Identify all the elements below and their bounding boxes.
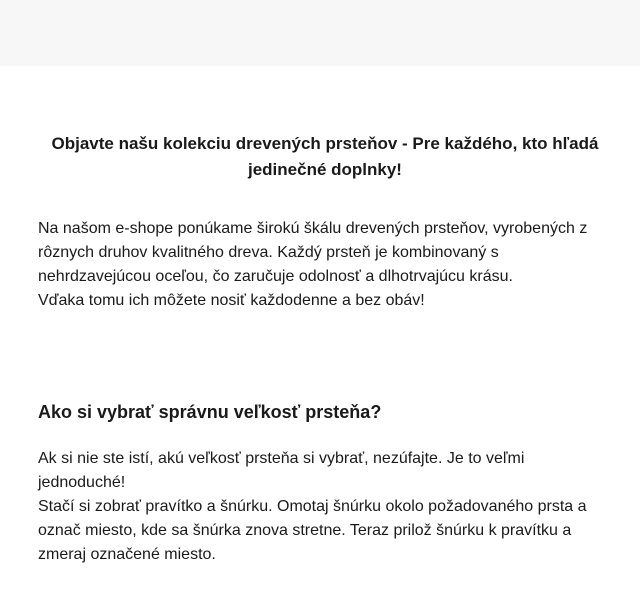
header-bar: [0, 0, 640, 66]
ring-size-description: Ak si nie ste istí, akú veľkosť prsteňa si vybrať, nezúfajte. Je to veľmi jednoduché! Stačí si zobrať pravítko a šnúrku. Omotaj šnúrku okolo požadovaného prsta a označ miesto, kde sa šnúrka znova stretne. Teraz prilož šnúrku k pravítku a zmeraj označené miesto.: [38, 450, 587, 563]
ring-size-heading: Ako si vybrať správnu veľkosť prsteňa?: [38, 402, 382, 422]
collection-heading: Objavte našu kolekciu drevených prsteňov - Pre každého, kto hľadá jedinečné doplnky!: [51, 134, 599, 179]
collection-description: Na našom e-shope ponúkame širokú škálu drevených prsteňov, vyrobených z rôznych druhov kvalitného dreva. Každý prsteň je kombinovaný s nehrdzavejúcou oceľou, čo zaručuje odolnosť a dlhotrvajúcu krásu. Vďaka tomu ich môžete nosiť každodenne a bez obáv!: [38, 220, 588, 309]
main-content: [38, 131, 608, 567]
